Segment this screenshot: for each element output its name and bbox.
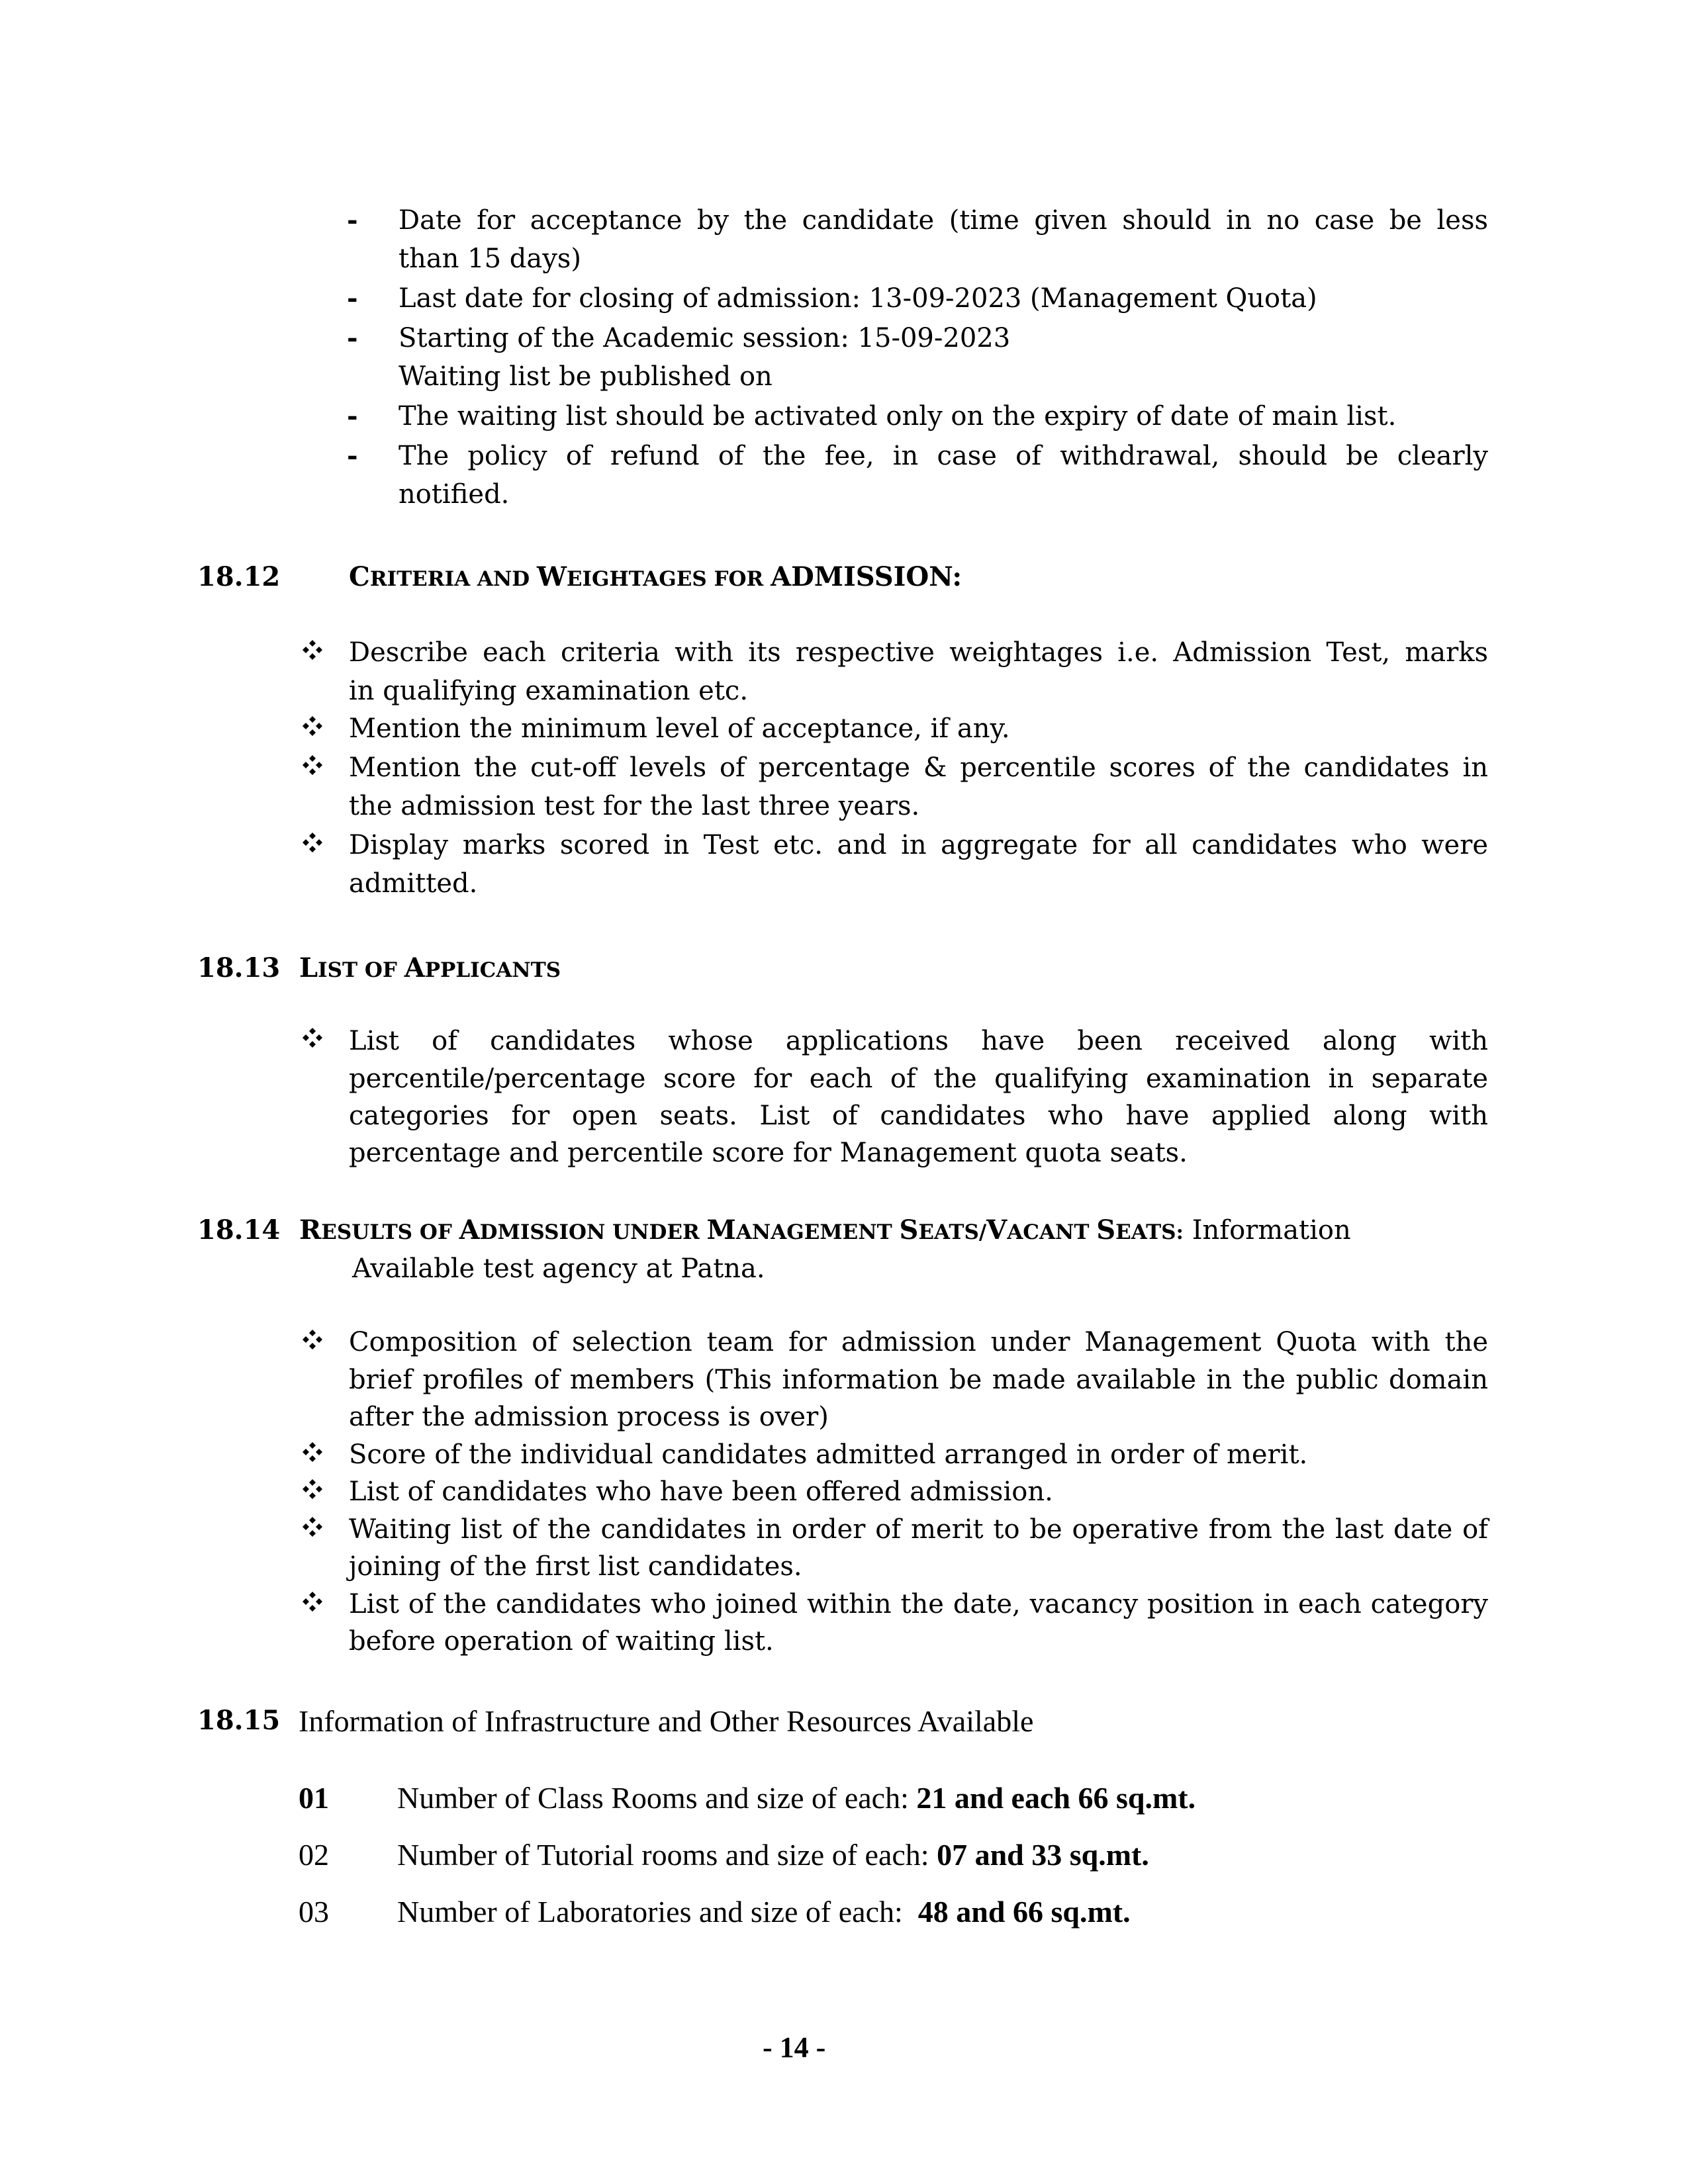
list-item-line: Starting of the Academic session: 15-09-2023 bbox=[399, 323, 1011, 353]
bullet-line: in qualifying examination etc. bbox=[349, 676, 749, 706]
section-number: 18.12 bbox=[197, 561, 281, 592]
item-number: 03 bbox=[299, 1895, 329, 1929]
dash-bullet: - bbox=[347, 400, 358, 432]
bullet-line: admitted. bbox=[349, 868, 478, 899]
bullet-line: Composition of selection team for admission under Management Quota with the bbox=[349, 1327, 1488, 1357]
heading-suffix: Information bbox=[1192, 1215, 1351, 1246]
four-diamond-bullet-icon bbox=[301, 639, 324, 661]
section-heading: RESULTS OF ADMISSION UNDER MANAGEMENT SEATS/VACANT SEATS: Information bbox=[299, 1214, 1351, 1246]
list-item-line: notified. bbox=[399, 479, 510, 510]
dash-bullet: - bbox=[347, 283, 358, 314]
dash-bullet: - bbox=[347, 440, 358, 471]
item-value: 07 and 33 sq.mt. bbox=[937, 1838, 1149, 1872]
section-number: 18.13 bbox=[197, 952, 281, 983]
item-number: 01 bbox=[299, 1781, 329, 1815]
bullet-line: after the admission process is over) bbox=[349, 1402, 829, 1432]
bullet-line: before operation of waiting list. bbox=[349, 1626, 774, 1657]
four-diamond-bullet-icon bbox=[301, 1478, 324, 1500]
four-diamond-bullet-icon bbox=[301, 1026, 324, 1049]
list-item-line: Last date for closing of admission: 13-09-2023 (Management Quota) bbox=[399, 283, 1317, 314]
bullet-line: percentile/percentage score for each of the qualifying examination in separate bbox=[349, 1064, 1488, 1094]
four-diamond-bullet-icon bbox=[301, 715, 324, 737]
four-diamond-bullet-icon bbox=[301, 1516, 324, 1538]
section-number: 18.15 bbox=[197, 1705, 281, 1736]
bullet-line: List of the candidates who joined within the date, vacancy position in each category bbox=[349, 1589, 1488, 1619]
bullet-line: List of candidates who have been offered admission. bbox=[349, 1477, 1053, 1507]
item-value: 48 and 66 sq.mt. bbox=[917, 1895, 1131, 1929]
four-diamond-bullet-icon bbox=[301, 1328, 324, 1351]
list-item-line: than 15 days) bbox=[399, 244, 581, 274]
list-item-line: Date for acceptance by the candidate (time given should in no case be less bbox=[399, 205, 1488, 236]
item-number: 02 bbox=[299, 1838, 329, 1872]
bullet-line: the admission test for the last three years. bbox=[349, 791, 920, 821]
bullet-line: Display marks scored in Test etc. and in aggregate for all candidates who were bbox=[349, 830, 1488, 860]
section-heading: LIST OF APPLICANTS bbox=[299, 952, 561, 983]
four-diamond-bullet-icon bbox=[301, 1590, 324, 1613]
bullet-line: joining of the first list candidates. bbox=[349, 1551, 802, 1582]
four-diamond-bullet-icon bbox=[301, 1441, 324, 1463]
four-diamond-bullet-icon bbox=[301, 831, 324, 854]
dash-bullet: - bbox=[347, 322, 358, 353]
infrastructure-item bbox=[397, 1897, 1131, 1927]
list-item-line: The waiting list should be activated only on the expiry of date of main list. bbox=[399, 401, 1397, 432]
page-number: - 14 - bbox=[763, 2031, 826, 2064]
infrastructure-item bbox=[397, 1783, 1196, 1813]
dash-bullet: - bbox=[347, 205, 358, 236]
bullet-line: Score of the individual candidates admitted arranged in order of merit. bbox=[349, 1439, 1308, 1470]
bullet-line: List of candidates whose applications have been received along with bbox=[349, 1026, 1488, 1056]
section-heading: Information of Infrastructure and Other Resources Available bbox=[299, 1704, 1034, 1738]
bullet-line: Mention the cut-off levels of percentage & percentile scores of the candidates in bbox=[349, 752, 1488, 783]
item-label: Number of Class Rooms and size of each: bbox=[397, 1781, 917, 1815]
bullet-line: Mention the minimum level of acceptance, if any. bbox=[349, 713, 1010, 744]
section-number: 18.14 bbox=[197, 1214, 281, 1246]
item-label: Number of Laboratories and size of each: bbox=[397, 1895, 918, 1929]
bullet-line: percentage and percentile score for Management quota seats. bbox=[349, 1138, 1188, 1168]
four-diamond-bullet-icon bbox=[301, 754, 324, 776]
infrastructure-item bbox=[397, 1840, 1149, 1870]
item-label: Number of Tutorial rooms and size of each: bbox=[397, 1838, 937, 1872]
section-subtitle: Available test agency at Patna. bbox=[352, 1253, 765, 1284]
item-value: 21 and each 66 sq.mt. bbox=[916, 1781, 1196, 1815]
bullet-line: Describe each criteria with its respective weightages i.e. Admission Test, marks bbox=[349, 637, 1488, 668]
bullet-line: categories for open seats. List of candidates who have applied along with bbox=[349, 1101, 1488, 1131]
bullet-line: brief profiles of members (This information be made available in the public domain bbox=[349, 1365, 1488, 1395]
bullet-line: Waiting list of the candidates in order of merit to be operative from the last date of bbox=[349, 1514, 1488, 1545]
list-item-line: The policy of refund of the fee, in case of withdrawal, should be clearly bbox=[399, 441, 1488, 471]
list-item-line: Waiting list be published on bbox=[399, 361, 773, 392]
section-heading: CRITERIA AND WEIGHTAGES FOR ADMISSION: bbox=[349, 561, 962, 592]
